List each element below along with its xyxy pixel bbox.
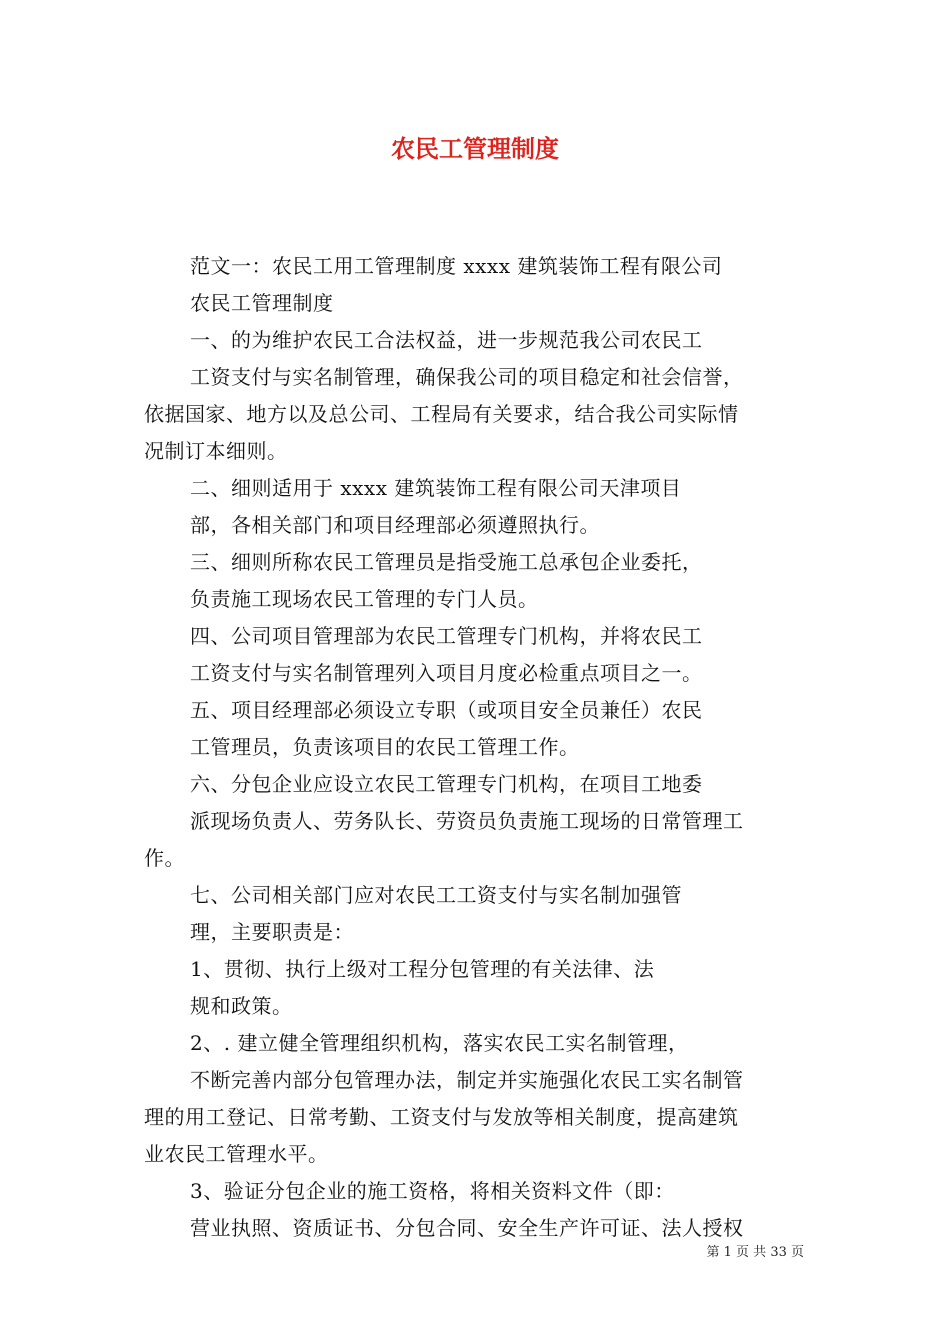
body-line: 工管理员，负责该项目的农民工管理工作。 [190,735,580,759]
body-line: 五、项目经理部必须设立专职（或项目安全员兼任）农民 [190,698,703,722]
body-line: 负责施工现场农民工管理的专门人员。 [190,587,539,611]
document-title: 农民工管理制度 [391,135,559,163]
body-line: 理的用工登记、日常考勤、工资支付与发放等相关制度，提高建筑 [144,1105,739,1129]
body-line: 况制订本细则。 [144,439,288,463]
body-line: 派现场负责人、劳务队长、劳资员负责施工现场的日常管理工 [190,809,744,833]
body-line: 三、细则所称农民工管理员是指受施工总承包企业委托， [190,550,703,574]
body-line: 范文一：农民工用工管理制度 xxxx 建筑装饰工程有限公司 [190,254,723,278]
body-line: 二、细则适用于 xxxx 建筑装饰工程有限公司天津项目 [190,476,682,500]
body-line: 依据国家、地方以及总公司、工程局有关要求，结合我公司实际情 [144,402,739,426]
body-line: 不断完善内部分包管理办法，制定并实施强化农民工实名制管 [190,1068,744,1092]
body-line: 六、分包企业应设立农民工管理专门机构，在项目工地委 [190,772,703,796]
body-line: 1、贯彻、执行上级对工程分包管理的有关法律、法 [190,957,655,981]
body-line: 规和政策。 [190,994,293,1018]
body-line: 工资支付与实名制管理列入项目月度必检重点项目之一。 [190,661,703,685]
body-line: 一、的为维护农民工合法权益，进一步规范我公司农民工 [190,328,703,352]
body-line: 工资支付与实名制管理，确保我公司的项目稳定和社会信誉， [190,365,744,389]
body-line: 理，主要职责是： [190,920,354,944]
body-line: 业农民工管理水平。 [144,1142,329,1166]
page-number-footer: 第 1 页 共 33 页 [706,1245,804,1260]
body-line: 3、验证分包企业的施工资格，将相关资料文件（即： [190,1179,675,1203]
body-line: 营业执照、资质证书、分包合同、安全生产许可证、法人授权 [190,1216,744,1240]
body-line: 七、公司相关部门应对农民工工资支付与实名制加强管 [190,883,682,907]
body-line: 四、公司项目管理部为农民工管理专门机构，并将农民工 [190,624,703,648]
body-line: 部，各相关部门和项目经理部必须遵照执行。 [190,513,600,537]
body-line: 2、. 建立健全管理组织机构，落实农民工实名制管理， [190,1031,689,1055]
body-line: 农民工管理制度 [190,291,334,315]
body-line: 作。 [144,846,185,870]
